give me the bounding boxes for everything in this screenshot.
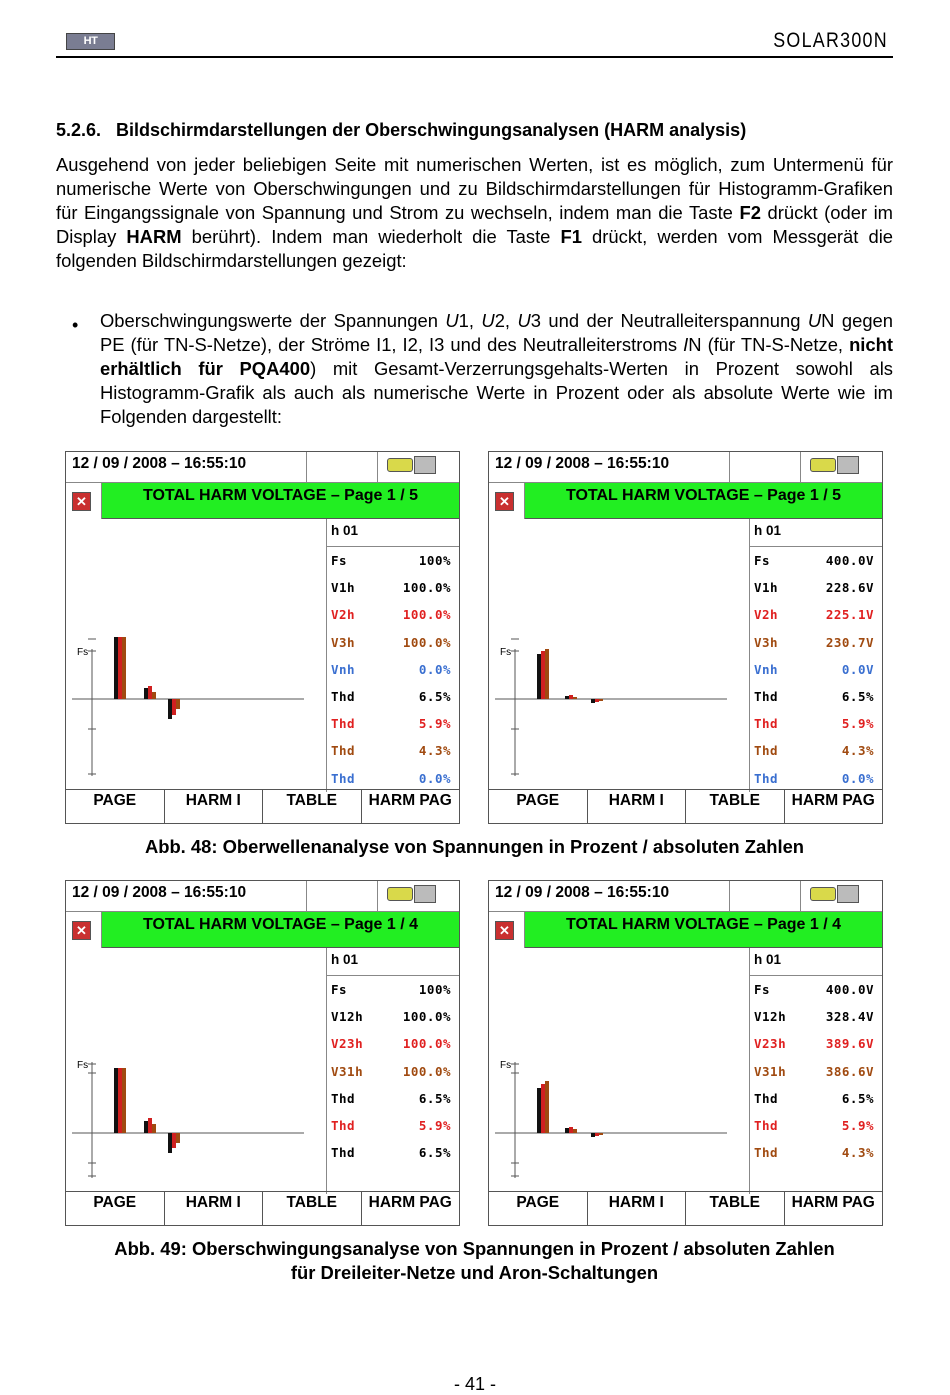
harmonic-bar [118, 637, 122, 699]
harmonic-bar [114, 1068, 118, 1133]
value-number: 4.3% [418, 743, 451, 759]
value-label: V12h [754, 1009, 787, 1025]
value-row [331, 716, 451, 736]
bullet-bold: nicht erhältlich für PQA400 [100, 334, 893, 379]
value-label: Thd [331, 743, 356, 759]
value-label: Thd [331, 770, 356, 786]
value-label: Vnh [331, 661, 356, 677]
close-button[interactable] [489, 912, 525, 948]
logo-text: HT [83, 35, 98, 47]
softkey-harm-i[interactable]: HARM I [165, 1192, 264, 1225]
value-number: 0.0V [841, 661, 874, 677]
histogram-svg [489, 519, 749, 792]
bullet-text: 1, [458, 310, 482, 331]
value-row [754, 743, 874, 763]
harmonic-histogram [66, 948, 326, 1220]
value-label: Thd [754, 743, 779, 759]
intro-text-4: drückt, werden vom Messgerät die folgenden Bildschirmdarstellungen gezeigt: [56, 226, 894, 271]
values-panel [749, 976, 882, 1194]
softkey-page[interactable]: PAGE [489, 1192, 588, 1225]
value-number: 100% [418, 553, 451, 568]
ht-logo [66, 33, 115, 50]
value-label: V1h [331, 580, 356, 596]
softkey-bar [489, 1191, 882, 1225]
value-number: 386.6V [825, 1063, 874, 1079]
value-number: 100.0% [402, 1009, 451, 1025]
value-number: 0.0% [418, 770, 451, 786]
value-row [331, 1145, 451, 1165]
screen-datetime: 12 / 09 / 2008 – 16:55:10 [66, 881, 307, 912]
bullet-paragraph [100, 309, 893, 429]
value-row [331, 743, 451, 763]
bullet-text: N (für TN-S-Netze, [688, 334, 850, 355]
histogram-svg [489, 948, 749, 1194]
value-label: Fs [331, 982, 348, 997]
axis-label-fs: Fs [77, 647, 89, 658]
close-icon: ✕ [72, 921, 91, 940]
intro-paragraph [56, 153, 893, 273]
intro-text-1: Ausgehend von jeder beliebigen Seite mit numerischen Werten, ist es möglich, zum Untermenü für numerische Werte von Oberschwingungen und zu Bildschirmdarstellungen für Histogramm-Grafiken für Eingangssignale von Spannung und Strom zu wechseln, indem man die Taste [56, 154, 893, 223]
value-label: V12h [331, 1009, 364, 1025]
harmonic-bar [599, 699, 603, 701]
value-row [754, 1091, 874, 1111]
harmonic-bar [545, 649, 549, 699]
value-label: Thd [754, 1118, 779, 1133]
softkey-table[interactable]: TABLE [686, 790, 785, 823]
harmonic-bar [545, 1081, 549, 1133]
value-label: V31h [754, 1063, 787, 1079]
header-rule [56, 56, 893, 58]
harmonic-bar [152, 1124, 156, 1133]
value-number: 0.0% [418, 661, 451, 677]
close-icon: ✕ [495, 492, 514, 511]
value-label: Thd [754, 1090, 779, 1106]
harmonic-bar [172, 1133, 176, 1148]
value-number: 100.0% [402, 580, 451, 596]
intro-text-2: drückt (oder im Display [56, 202, 893, 247]
harmonic-bar [168, 1133, 172, 1153]
bullet-var: U [517, 310, 531, 331]
value-label: Thd [331, 689, 356, 704]
section-title: 5.2.6. Bildschirmdarstellungen der Oberschwingungsanalysen (HARM analysis) [56, 120, 747, 140]
value-label: V31h [331, 1063, 364, 1079]
probe-icon [837, 456, 859, 474]
caption-abb-48: Abb. 48: Oberwellenanalyse von Spannungen in Prozent / absoluten Zahlen [144, 836, 805, 857]
harmonic-bar [595, 1133, 599, 1136]
screen-status-blank [307, 881, 377, 912]
harmonic-bar [573, 697, 577, 699]
close-button[interactable] [66, 483, 102, 519]
value-label: Thd [754, 1145, 779, 1161]
softkey-page[interactable]: PAGE [66, 1192, 165, 1225]
harmonic-bar [144, 1121, 148, 1133]
value-label: Thd [331, 1145, 356, 1161]
bullet-text: N gegen PE (für TN-S-Netze), der Ströme I1, I2, I3 und des Neutralleiterstroms [100, 310, 894, 355]
bullet-text: Oberschwingungswerte der Spannungen [100, 310, 446, 331]
harmonic-order-label: h 01 [749, 948, 882, 976]
value-number: 228.6V [825, 580, 874, 596]
harmonic-bar [537, 1088, 541, 1133]
softkey-harm-i[interactable]: HARM I [588, 1192, 687, 1225]
harmonic-order-label: h 01 [326, 519, 459, 547]
value-label: V2h [754, 607, 779, 623]
value-number: 230.7V [825, 634, 874, 650]
bullet-text: ) mit Gesamt-Verzerrungsgehalts-Werten in Prozent sowohl als Histogramm-Grafik als auch als numerische Werte in Prozent oder als absolute Werte wie im Folgenden dargestellt: [100, 358, 893, 427]
instrument-screen [65, 880, 460, 1226]
close-button[interactable] [66, 912, 102, 948]
screen-status-blank [307, 452, 377, 483]
value-number: 4.3% [841, 743, 874, 759]
value-number: 6.5% [841, 1090, 874, 1106]
softkey-harm-pag[interactable]: HARM PAG [368, 1194, 452, 1211]
instrument-screen [488, 451, 883, 824]
harmonic-bar [176, 699, 180, 709]
value-number: 100.0% [402, 634, 451, 650]
value-row [331, 689, 451, 709]
value-row [754, 1009, 874, 1029]
plug-icon [810, 887, 836, 901]
screen-datetime: 12 / 09 / 2008 – 16:55:10 [489, 452, 730, 483]
value-label: V3h [754, 634, 779, 650]
screen-status-icons [377, 452, 459, 483]
value-label: Thd [754, 716, 779, 732]
value-number: 6.5% [841, 689, 874, 704]
value-row [331, 1118, 451, 1138]
value-number: 100.0% [402, 607, 451, 623]
axis-label-fs: Fs [500, 647, 512, 658]
harmonic-bar [176, 1133, 180, 1143]
key-f2: F2 [739, 202, 761, 223]
screen-status-icons [377, 881, 459, 912]
softkey-table[interactable]: TABLE [263, 1192, 362, 1225]
value-row [331, 1009, 451, 1029]
screen-title: TOTAL HARM VOLTAGE – Page 1 / 4 [102, 912, 459, 948]
harmonic-bar [573, 1129, 577, 1133]
bullet-var: I [683, 334, 689, 355]
harmonic-bar [541, 1084, 545, 1133]
value-label: Thd [754, 770, 779, 786]
value-row [754, 553, 874, 573]
screen-title: TOTAL HARM VOLTAGE – Page 1 / 4 [525, 912, 882, 948]
histogram-svg [66, 948, 326, 1194]
value-number: 5.9% [418, 1118, 451, 1133]
page-number: - 41 - [453, 1374, 496, 1394]
value-row [754, 1036, 874, 1056]
probe-icon [414, 456, 436, 474]
softkey-bar [66, 1191, 459, 1225]
value-row [331, 1036, 451, 1056]
instrument-screen [488, 880, 883, 1226]
harmonic-order-label: h 01 [749, 519, 882, 547]
axis-label-fs: Fs [500, 1060, 512, 1071]
key-harm: HARM [126, 226, 182, 247]
screen-title: TOTAL HARM VOLTAGE – Page 1 / 5 [102, 483, 459, 519]
value-row [331, 580, 451, 600]
harmonic-bar [565, 696, 569, 699]
harmonic-bar [591, 1133, 595, 1137]
value-row [331, 607, 451, 627]
harmonic-bar [148, 686, 152, 699]
value-row [754, 635, 874, 655]
key-f1: F1 [560, 226, 582, 247]
intro-text-3: berührt). Indem man wiederholt die Taste [181, 226, 561, 247]
bullet-text: 3 und der Neutralleiterspannung [530, 310, 808, 331]
values-panel [749, 547, 882, 792]
caption-abb-49-line-1: Abb. 49: Oberschwingungsanalyse von Spannungen in Prozent / absoluten Zahlen [114, 1238, 835, 1259]
bullet-dot: • [72, 315, 79, 335]
value-number: 100.0% [402, 1063, 451, 1079]
screen-status-icons [800, 881, 882, 912]
value-label: Fs [331, 553, 348, 568]
value-label: V23h [331, 1036, 364, 1052]
close-icon: ✕ [495, 921, 514, 940]
value-number: 6.5% [418, 1145, 451, 1161]
value-row [331, 1064, 451, 1084]
harmonic-bar [591, 699, 595, 703]
value-number: 400.0V [825, 553, 874, 568]
value-label: V23h [754, 1036, 787, 1052]
value-number: 100% [418, 982, 451, 997]
softkey-harm-i[interactable]: HARM I [165, 790, 264, 823]
plug-icon [810, 458, 836, 472]
value-number: 328.4V [825, 1009, 874, 1025]
value-number: 225.1V [825, 607, 874, 623]
value-row [754, 716, 874, 736]
value-row [754, 580, 874, 600]
harmonic-bar [537, 654, 541, 699]
caption-abb-49-line-2: für Dreileiter-Netze und Aron-Schaltungen [290, 1262, 659, 1283]
value-label: Thd [754, 689, 779, 704]
value-row [754, 771, 874, 791]
value-row [331, 982, 451, 1002]
value-row [754, 1145, 874, 1165]
softkey-harm-pag[interactable]: HARM PAG [791, 792, 875, 809]
harmonic-bar [541, 651, 545, 699]
plug-icon [387, 887, 413, 901]
screen-title: TOTAL HARM VOLTAGE – Page 1 / 5 [525, 483, 882, 519]
harmonic-bar [114, 637, 118, 699]
probe-icon [837, 885, 859, 903]
harmonic-bar [168, 699, 172, 719]
harmonic-bar [569, 695, 573, 699]
value-row [754, 689, 874, 709]
value-row [331, 1091, 451, 1111]
screen-status-blank [730, 452, 800, 483]
value-number: 5.9% [841, 1118, 874, 1133]
value-number: 6.5% [418, 1090, 451, 1106]
value-label: Fs [754, 982, 771, 997]
harmonic-histogram [489, 519, 749, 791]
bullet-text: 2, [494, 310, 518, 331]
harmonic-bar [172, 699, 176, 715]
harmonic-bar [118, 1068, 122, 1133]
softkey-table[interactable]: TABLE [263, 790, 362, 823]
harmonic-histogram [66, 519, 326, 791]
value-label: V2h [331, 607, 356, 623]
bullet-var: U [481, 310, 495, 331]
harmonic-bar [565, 1128, 569, 1133]
harmonic-bar [122, 1068, 126, 1133]
value-row [331, 771, 451, 791]
value-row [754, 1118, 874, 1138]
harmonic-bar [144, 688, 148, 699]
close-button[interactable] [489, 483, 525, 519]
axis-label-fs: Fs [77, 1060, 89, 1071]
softkey-harm-pag[interactable]: HARM PAG [791, 1194, 875, 1211]
value-number: 100.0% [402, 1036, 451, 1052]
value-number: 5.9% [418, 716, 451, 732]
screen-datetime: 12 / 09 / 2008 – 16:55:10 [489, 881, 730, 912]
value-row [331, 662, 451, 682]
softkey-harm-pag[interactable]: HARM PAG [368, 792, 452, 809]
value-label: Thd [331, 1118, 356, 1133]
harmonic-histogram [489, 948, 749, 1220]
harmonic-bar [122, 637, 126, 699]
softkey-bar [66, 789, 459, 823]
value-row [331, 635, 451, 655]
softkey-bar [489, 789, 882, 823]
plug-icon [387, 458, 413, 472]
values-panel [326, 976, 459, 1194]
softkey-page[interactable]: PAGE [489, 790, 588, 823]
value-label: V1h [754, 580, 779, 596]
value-label: Vnh [754, 661, 779, 677]
value-row [754, 607, 874, 627]
value-label: Thd [331, 1090, 356, 1106]
bullet-var: U [807, 310, 822, 331]
value-number: 4.3% [841, 1145, 874, 1161]
softkey-table[interactable]: TABLE [686, 1192, 785, 1225]
value-row [754, 1064, 874, 1084]
harmonic-bar [599, 1133, 603, 1135]
values-panel [326, 547, 459, 792]
instrument-screen [65, 451, 460, 824]
value-row [754, 982, 874, 1002]
value-number: 6.5% [418, 689, 451, 704]
probe-icon [414, 885, 436, 903]
close-icon: ✕ [72, 492, 91, 511]
harmonic-bar [569, 1127, 573, 1133]
value-row [331, 553, 451, 573]
bullet-var: U [445, 310, 459, 331]
value-label: V3h [331, 634, 356, 650]
harmonic-bar [148, 1118, 152, 1133]
value-number: 0.0% [841, 770, 874, 786]
value-number: 389.6V [825, 1036, 874, 1052]
value-number: 400.0V [825, 982, 874, 997]
screen-status-icons [800, 452, 882, 483]
value-number: 5.9% [841, 716, 874, 732]
softkey-harm-i[interactable]: HARM I [588, 790, 687, 823]
value-label: Thd [331, 716, 356, 732]
model-name: SOLAR300N [773, 29, 888, 52]
histogram-svg [66, 519, 326, 792]
harmonic-bar [595, 699, 599, 702]
softkey-page[interactable]: PAGE [66, 790, 165, 823]
screen-status-blank [730, 881, 800, 912]
value-row [754, 662, 874, 682]
value-label: Fs [754, 553, 771, 568]
screen-datetime: 12 / 09 / 2008 – 16:55:10 [66, 452, 307, 483]
harmonic-bar [152, 692, 156, 699]
harmonic-order-label: h 01 [326, 948, 459, 976]
